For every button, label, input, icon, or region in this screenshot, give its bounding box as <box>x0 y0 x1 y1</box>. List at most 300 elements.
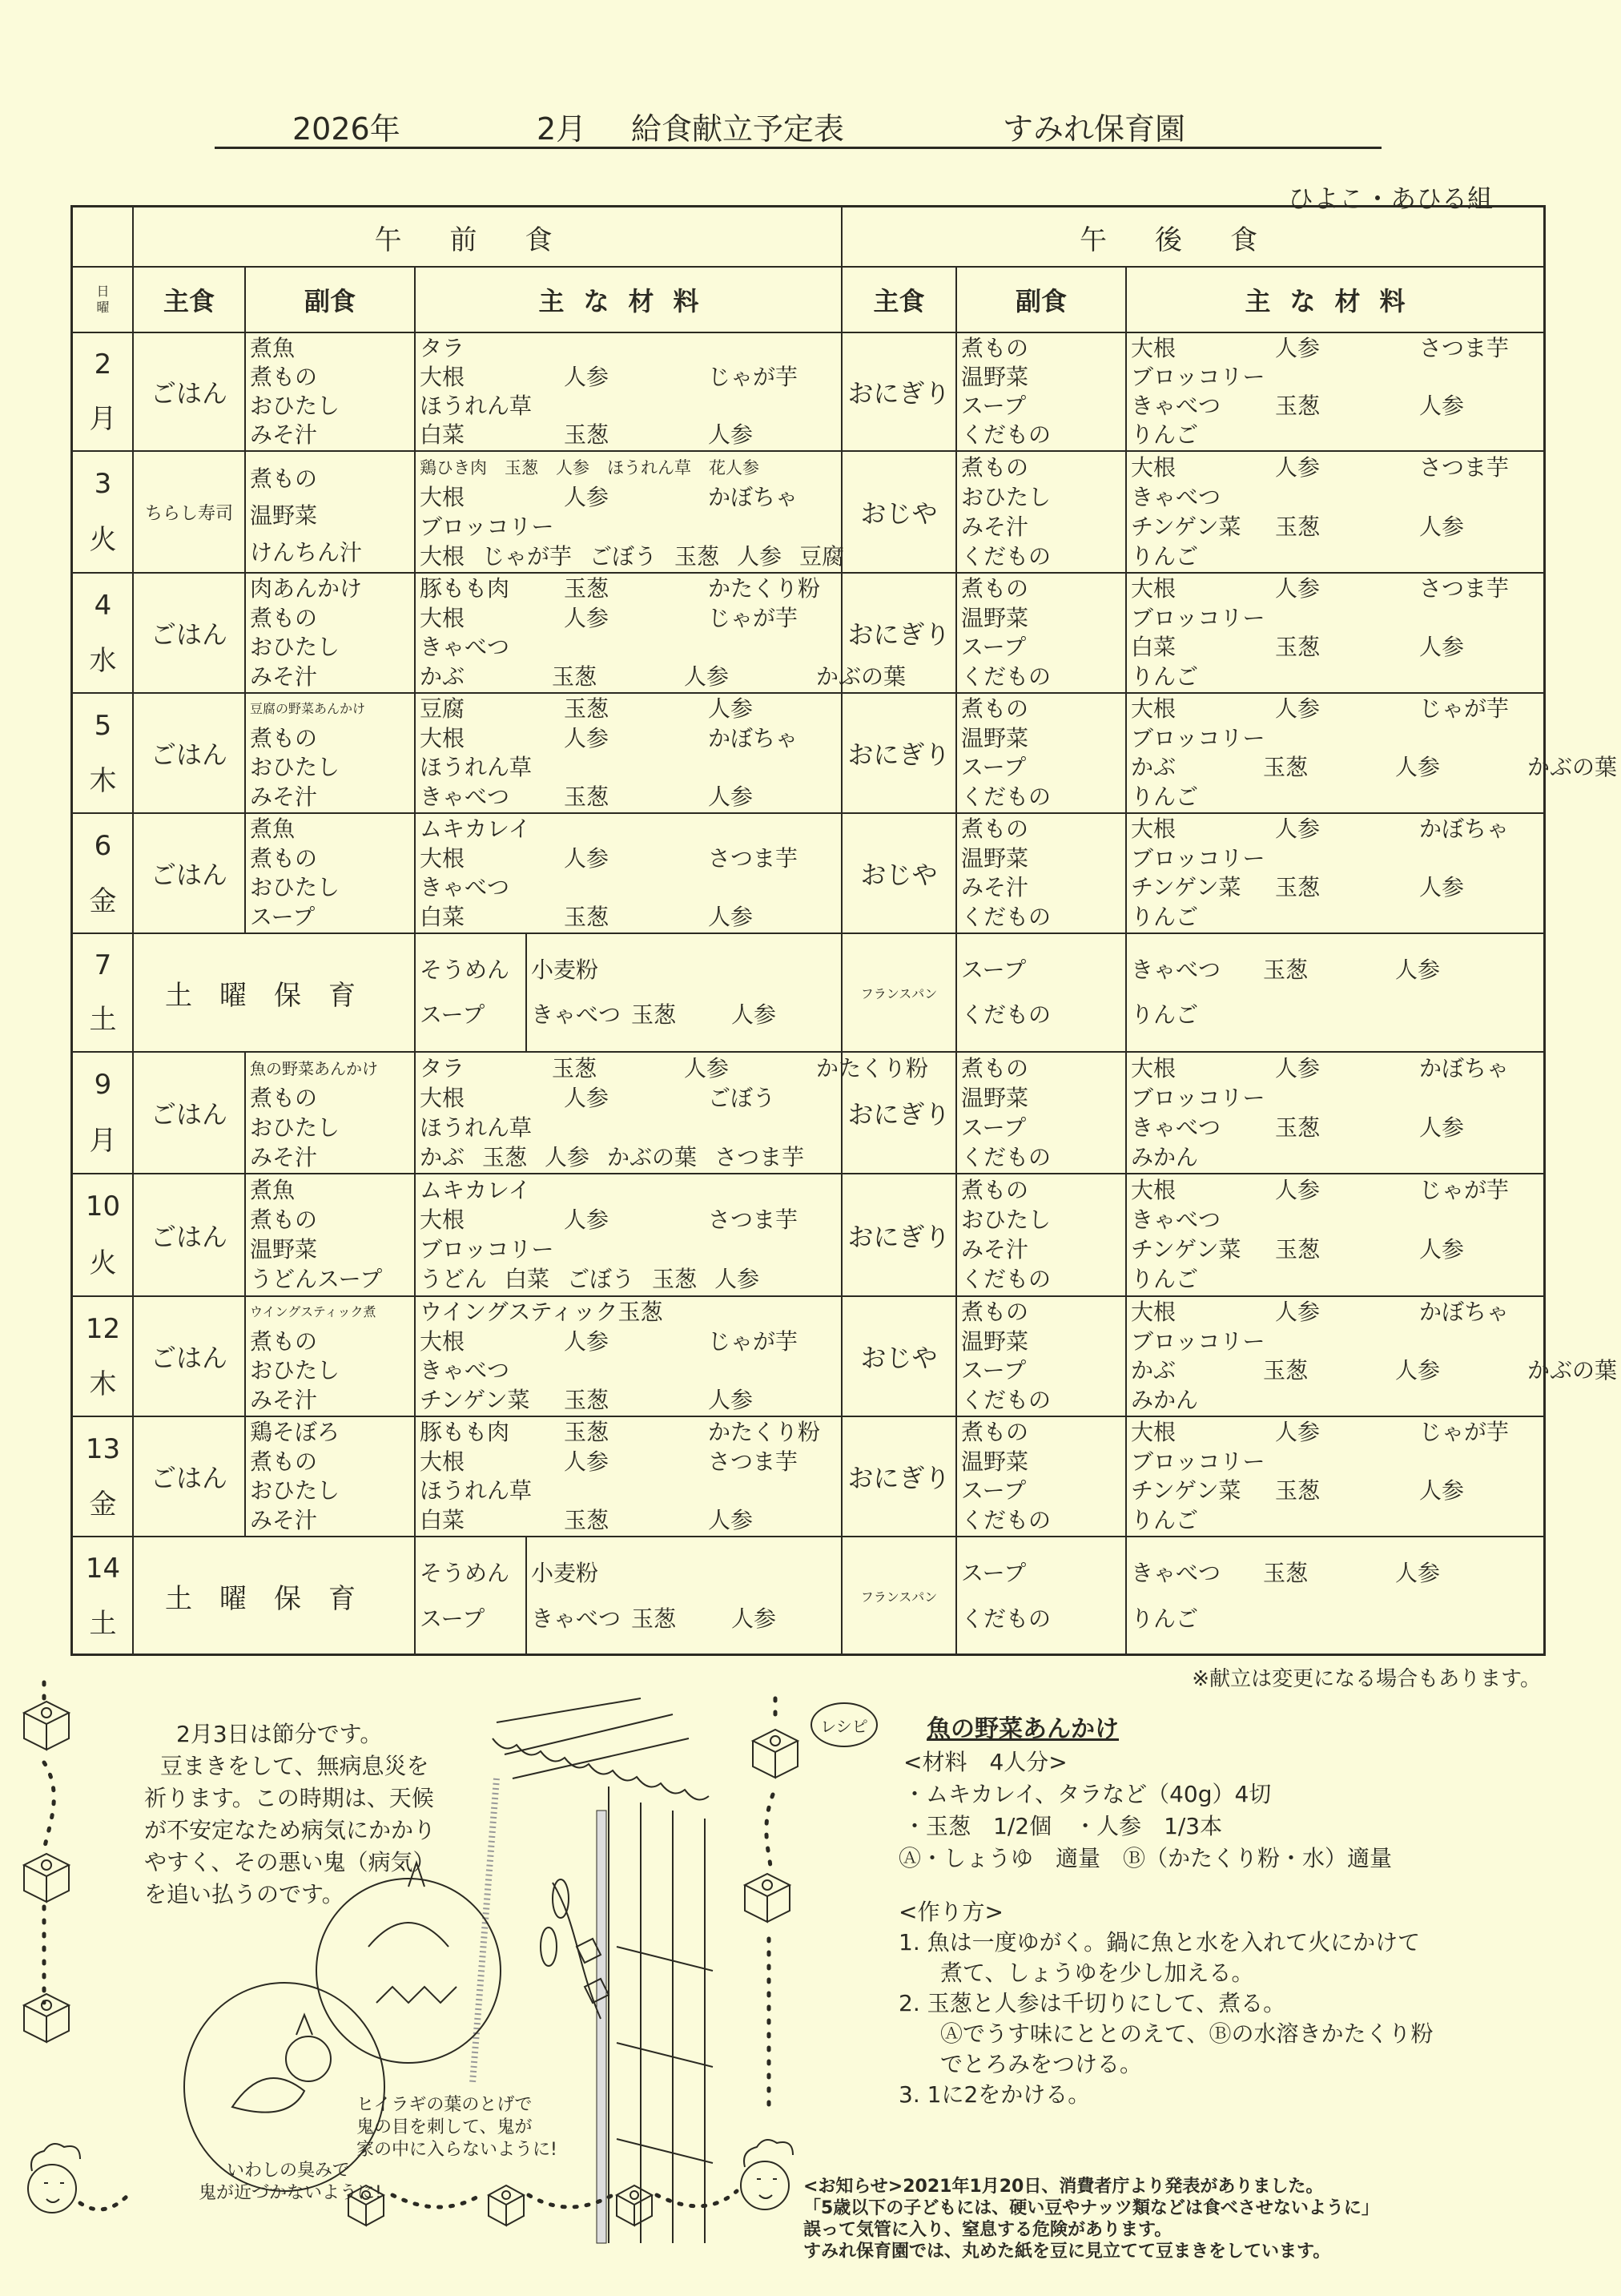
materials-line <box>1131 956 1539 985</box>
materials-line <box>1131 1054 1539 1083</box>
caption-line: 鬼の目を刺して、鬼が <box>356 2117 533 2137</box>
oni-face-icon <box>741 2140 793 2209</box>
weekday-label: 金 <box>89 884 117 917</box>
ingredient: かぼちゃ <box>1419 1054 1510 1082</box>
am-sides-item: みそ汁 <box>250 663 318 690</box>
ingredient-line: ・玉葱 1/2個 ・人参 1/3本 <box>903 1813 1223 1839</box>
am-sides-item: 煮もの <box>250 724 318 751</box>
am-sides <box>245 332 415 451</box>
materials-line <box>1131 753 1618 782</box>
am-sides-item: 魚の野菜あんかけ <box>250 1058 378 1078</box>
ingredient: ブロッコリー <box>1131 724 1265 751</box>
date-number: 7 <box>94 949 112 981</box>
ingredient: 人参 <box>1395 1560 1441 1587</box>
ingredient: 人参 <box>564 604 609 631</box>
setsubun-line: 2月3日は節分です。 <box>176 1721 383 1747</box>
materials-line <box>1131 513 1539 542</box>
ingredient: きゃべつ <box>420 1357 510 1384</box>
pm-meal-header: 午後食 <box>1080 224 1305 256</box>
ingredient: 人参 <box>708 421 754 448</box>
date-number: 13 <box>85 1432 121 1465</box>
ingredient: かたくり粉 <box>708 1419 821 1446</box>
ingredient: ほうれん草 <box>607 457 691 477</box>
am-sides-item: 煮もの <box>250 604 318 631</box>
ingredient: 玉葱 <box>564 783 609 810</box>
materials-line <box>420 1235 837 1264</box>
step-text-cont: 煮て、しょうゆを少し加える。 <box>940 1960 1254 1986</box>
materials-line <box>420 783 837 812</box>
materials-line <box>1131 334 1539 363</box>
date-header-label: 日 <box>96 284 110 299</box>
pm-sides <box>956 813 1126 933</box>
materials-line <box>420 1327 837 1356</box>
pm-sides-item: スープ <box>961 754 1027 781</box>
recipe-step <box>899 1927 1433 1958</box>
ingredient: 大根 <box>1131 575 1177 602</box>
materials-line <box>1131 815 1539 844</box>
weekday-header-label: 曜 <box>96 300 110 315</box>
am-staple: ごはん <box>150 1099 227 1130</box>
pm-sides-item: 煮もの <box>961 1419 1029 1446</box>
ingredient: 人参 <box>564 724 609 751</box>
pm-materials <box>1126 451 1543 573</box>
date-cell <box>73 693 133 813</box>
materials-line <box>420 1176 837 1205</box>
ingredient: ブロッコリー <box>1131 1327 1265 1355</box>
pm-sides <box>956 573 1126 693</box>
am-side-item: スープ <box>420 1605 485 1632</box>
date-cell <box>73 1537 133 1656</box>
pm-sides <box>956 1174 1126 1296</box>
class-group-label: ひよこ・あひる組 <box>1287 183 1493 214</box>
pm-materials <box>1126 573 1543 693</box>
step-text: 1に2をかける。 <box>927 2081 1091 2108</box>
materials-line <box>1131 903 1539 932</box>
materials-line <box>420 1265 837 1294</box>
am-sides-item: みそ汁 <box>250 1506 318 1533</box>
ingredient: 玉葱 <box>552 663 597 690</box>
am-sides <box>245 1174 415 1296</box>
pm-sides-item: スープ <box>961 393 1027 419</box>
recipe-title: 魚の野菜あんかけ <box>927 1715 1119 1743</box>
step-text: 玉葱と人参は千切りにして、煮る。 <box>927 1990 1286 2016</box>
pm-materials <box>1126 1537 1543 1656</box>
am-sides <box>415 1537 526 1656</box>
am-staple: ごはん <box>150 1343 227 1373</box>
pm-sides-item: くだもの <box>961 1266 1052 1293</box>
ingredient: ほうれん草 <box>420 1477 533 1504</box>
materials-line <box>1131 783 1539 812</box>
pm-sides <box>956 1052 1126 1174</box>
materials-line <box>1131 1605 1539 1633</box>
ingredient: 玉葱 <box>617 1299 663 1326</box>
am-sides-item: みそ汁 <box>250 783 318 810</box>
am-sides-item: おひたし <box>250 754 340 781</box>
am-materials <box>415 451 845 573</box>
weekday-label: 月 <box>89 403 117 435</box>
ingredient: タラ <box>420 1054 465 1082</box>
pm-staple: おにぎり <box>847 378 951 409</box>
ingredient: じゃが芋 <box>482 542 573 570</box>
ingredient: きゃべつ <box>1131 1206 1221 1233</box>
ingredient: ブロッコリー <box>420 1236 554 1263</box>
pm-sides-item: みそ汁 <box>961 1236 1029 1263</box>
ingredient: 人参 <box>731 1605 777 1632</box>
pm-sides-item: 煮もの <box>961 335 1029 361</box>
am-staple: ちらし寿司 <box>144 503 233 524</box>
pm-staple: おじや <box>860 1343 938 1373</box>
ingredient: 玉葱 <box>564 1506 609 1533</box>
am-sides-item: 煮魚 <box>250 816 296 843</box>
materials-line <box>420 903 837 932</box>
ingredient: 玉葱 <box>564 1419 609 1446</box>
materials-line <box>420 1298 837 1327</box>
ingredient: タラ <box>420 335 465 361</box>
ingredient: 人参 <box>1275 1419 1321 1446</box>
ingredient: チンゲン菜 <box>1131 513 1241 540</box>
ingredient: じゃが芋 <box>1419 695 1510 723</box>
am-sides-item: うどんスープ <box>250 1266 383 1293</box>
pm-sides-item: 温野菜 <box>961 1084 1029 1111</box>
pm-side-item: スープ <box>961 1560 1027 1587</box>
ingredient: 人参 <box>684 663 730 690</box>
title-underline <box>215 147 1382 149</box>
weekday-label: 土 <box>89 1004 117 1036</box>
ingredient: 豆腐 <box>420 695 465 723</box>
weekday-label: 火 <box>89 524 117 556</box>
ingredient: 人参 <box>1419 874 1465 901</box>
ingredient: ブロッコリー <box>1131 604 1265 631</box>
ingredient: さつま芋 <box>714 1143 805 1170</box>
ingredient: 玉葱 <box>1263 1560 1309 1587</box>
ingredient: きゃべつ <box>1131 957 1221 983</box>
pm-sides-item: くだもの <box>961 1143 1052 1170</box>
am-materials <box>526 933 842 1052</box>
materials-line <box>420 815 837 844</box>
date-weekday-header <box>73 267 133 332</box>
am-sides-item: おひたし <box>250 1477 340 1504</box>
ingredient: うどん <box>420 1266 488 1293</box>
ingredient: 大根 <box>420 844 465 872</box>
am-materials <box>415 332 842 451</box>
am-sides-item: 煮魚 <box>250 335 296 361</box>
ingredient: りんご <box>1131 783 1199 810</box>
am-sides-item: 肉あんかけ <box>250 575 363 602</box>
materials-line <box>1131 1327 1539 1356</box>
pm-sides-item: 煮もの <box>961 453 1029 481</box>
ingredient: 大根 <box>420 364 465 390</box>
roof-lines <box>497 1698 689 1778</box>
am-sides-item: 煮もの <box>250 465 318 492</box>
ingredient: さつま芋 <box>708 1206 798 1233</box>
caption-line: 家の中に入らないように! <box>356 2140 557 2160</box>
ingredient: チンゲン菜 <box>420 1386 530 1413</box>
materials-line <box>1131 1559 1539 1588</box>
am-sides <box>245 813 415 933</box>
pm-staple: おじや <box>860 498 938 529</box>
pm-sides <box>956 1537 1126 1656</box>
ingredient: 大根 <box>420 724 465 751</box>
ingredient: かぶ <box>1131 1357 1177 1384</box>
materials-line <box>531 1605 837 1633</box>
am-materials <box>415 813 842 933</box>
step-number: 3. <box>899 2081 920 2108</box>
ingredient-line: ・ムキカレイ、タラなど（40g）4切 <box>903 1781 1272 1807</box>
materials-line <box>1131 363 1539 392</box>
weekday-label: 月 <box>89 1125 117 1157</box>
ingredient: きゃべつ <box>1131 483 1221 510</box>
pm-materials <box>1126 933 1543 1052</box>
ingredient: 人参 <box>684 1054 730 1082</box>
ingredient: みかん <box>1131 1386 1199 1413</box>
materials-line <box>1131 1001 1539 1029</box>
ingredient: 玉葱 <box>1275 393 1321 419</box>
ingredient: きゃべつ <box>420 783 510 810</box>
ingredient: 人参 <box>564 1327 609 1355</box>
ingredient: 人参 <box>564 844 609 872</box>
pm-sides-item: くだもの <box>961 1386 1052 1413</box>
ingredient: りんご <box>1131 1506 1199 1533</box>
ingredient: 大根 <box>420 483 465 510</box>
materials-line <box>420 844 837 873</box>
pm-staple: おじや <box>860 860 938 890</box>
materials-line <box>420 633 837 662</box>
am-sides-item: 温野菜 <box>250 502 318 529</box>
am-staple: ごはん <box>150 378 227 409</box>
am-sides-item: みそ汁 <box>250 1386 318 1413</box>
pm-sides-item: 煮もの <box>961 575 1029 602</box>
pm-sides-item: くだもの <box>961 542 1052 570</box>
ingredient: 人参 <box>1275 1299 1321 1326</box>
step-text-cont: Ⓐでうす味にととのえて、Ⓑの水溶きかたくり粉 <box>940 2020 1434 2047</box>
materials-line <box>420 1356 837 1385</box>
change-notice: ※献立は変更になる場合もあります。 <box>1192 1667 1541 1691</box>
ingredient: 大根 <box>420 604 465 631</box>
ingredient: 大根 <box>1131 335 1177 361</box>
ingredient: りんご <box>1131 1001 1199 1028</box>
recipe-step <box>899 1988 1433 2019</box>
ingredient: 人参 <box>708 783 754 810</box>
pm-sides-item: みそ汁 <box>961 874 1029 901</box>
ingredient: 玉葱 <box>505 457 538 477</box>
ingredient: きゃべつ <box>420 874 510 901</box>
ingredient: 玉葱 <box>631 1001 677 1028</box>
materials-line <box>1131 1084 1539 1113</box>
ingredient: 鶏ひき肉 <box>420 457 487 477</box>
pm-sides <box>956 933 1126 1052</box>
ingredient: きゃべつ <box>1131 1114 1221 1141</box>
title-nursery: すみれ保育園 <box>1003 111 1186 147</box>
ingredient: ムキカレイ <box>420 816 531 843</box>
materials-line <box>420 1084 837 1113</box>
notice-line: 誤って気管に入り、窒息する危険があります。 <box>803 2220 1173 2240</box>
ingredient: ブロッコリー <box>1131 844 1265 872</box>
date-number: 9 <box>94 1069 112 1101</box>
materials-line <box>420 392 837 421</box>
masu-box-icon <box>617 2185 652 2226</box>
materials-line <box>1131 695 1539 723</box>
am-materials-header: 主な材料 <box>538 286 718 316</box>
pm-sides <box>956 451 1126 573</box>
ingredient: 人参 <box>564 1206 609 1233</box>
materials-line <box>420 1114 837 1142</box>
materials-line <box>1131 844 1539 873</box>
ingredient: かたくり粉 <box>708 575 821 602</box>
pm-sides-item: 煮もの <box>961 1054 1029 1082</box>
am-sides <box>415 933 526 1052</box>
step-text-cont: でとろみをつける。 <box>940 2051 1143 2077</box>
ingredient: りんご <box>1131 1266 1199 1293</box>
am-sides-item: 煮もの <box>250 1448 318 1475</box>
ingredient: ほうれん草 <box>420 393 533 419</box>
am-sides <box>245 451 415 573</box>
am-side-header: 副食 <box>304 286 356 316</box>
materials-line <box>1131 1265 1539 1294</box>
ingredient: 玉葱 <box>1263 957 1309 983</box>
pm-sides-item: スープ <box>961 1357 1027 1384</box>
ingredient: 人参 <box>708 903 754 930</box>
pm-sides-item: スープ <box>961 1477 1027 1504</box>
ingredient: さつま芋 <box>708 1448 798 1475</box>
materials-line <box>1131 633 1539 662</box>
materials-line <box>420 604 837 633</box>
ingredient: 人参 <box>1275 695 1321 723</box>
materials-line <box>420 1506 837 1535</box>
materials-line <box>420 1143 837 1172</box>
am-staple: ごはん <box>150 619 227 650</box>
ingredient: 人参 <box>731 1001 777 1028</box>
materials-line <box>1131 1506 1539 1535</box>
pm-side-item: くだもの <box>961 1001 1052 1028</box>
ingredient: 人参 <box>1275 1054 1321 1082</box>
ingredient: 玉葱 <box>674 542 720 570</box>
ingredient: チンゲン菜 <box>1131 1477 1241 1504</box>
ingredient: 人参 <box>708 1386 754 1413</box>
ingredient: かぶの葉 <box>1527 754 1618 781</box>
pm-sides-item: 煮もの <box>961 816 1029 843</box>
materials-line <box>531 1559 837 1588</box>
materials-line <box>531 956 837 985</box>
ingredient: 玉葱 <box>564 575 609 602</box>
ingredient: かぼちゃ <box>1419 816 1510 843</box>
materials-line <box>1131 1143 1539 1172</box>
masu-box-icon <box>24 1702 69 1750</box>
ingredient: 人参 <box>1419 513 1465 540</box>
ingredient: 小麦粉 <box>531 1560 599 1587</box>
materials-line <box>1131 453 1539 482</box>
ingredient: 玉葱 <box>1275 1114 1321 1141</box>
am-staple: ごはん <box>150 739 227 770</box>
ingredient: きゃべつ <box>531 1001 621 1028</box>
materials-line <box>1131 574 1539 603</box>
ingredient: 大根 <box>420 1084 465 1111</box>
ingredient: 大根 <box>1131 1419 1177 1446</box>
date-number: 14 <box>85 1553 121 1585</box>
am-sides <box>245 573 415 693</box>
materials-line <box>420 574 837 603</box>
am-sides-item: けんちん汁 <box>250 539 363 566</box>
date-number: 10 <box>85 1190 121 1223</box>
ingredient: 玉葱 <box>1275 634 1321 661</box>
recipe-badge <box>810 1702 878 1747</box>
title-year: 2026年 <box>292 111 400 147</box>
date-cell <box>73 1052 133 1174</box>
ingredient: さつま芋 <box>1419 335 1510 361</box>
materials-line <box>531 1001 837 1029</box>
ingredient: かぼちゃ <box>708 483 798 510</box>
am-materials <box>415 1296 842 1416</box>
ingredient: かぼちゃ <box>708 724 798 751</box>
ingredient: じゃが芋 <box>1419 1419 1510 1446</box>
pm-sides-item: スープ <box>961 1114 1027 1141</box>
ingredient: 人参 <box>714 1266 760 1293</box>
pm-staple: フランスパン <box>860 985 938 1001</box>
pm-staple: おにぎり <box>847 1099 951 1130</box>
materials-line <box>1131 1476 1539 1505</box>
ingredient: 人参 <box>708 695 754 723</box>
caption-line: 鬼が近づかないように! <box>199 2183 382 2203</box>
pm-sides-item: くだもの <box>961 903 1052 930</box>
ingredient: 人参 <box>1419 1477 1465 1504</box>
materials-line <box>420 334 837 363</box>
date-number: 5 <box>94 709 112 742</box>
ingredient: じゃが芋 <box>708 604 798 631</box>
ingredient: かぶ <box>420 663 465 690</box>
saturday-care-label: 土曜保育 <box>165 979 383 1012</box>
ingredient: ほうれん草 <box>420 1114 533 1141</box>
ingredient: ごぼう <box>567 1266 635 1293</box>
am-materials <box>415 1416 842 1537</box>
materials-line <box>420 542 845 571</box>
ingredient: りんご <box>1131 903 1199 930</box>
ingredient: 豆腐 <box>799 542 845 570</box>
am-sides-item: おひたし <box>250 393 340 419</box>
ingredient: 大根 <box>420 1327 465 1355</box>
am-sides-item: スープ <box>250 903 316 930</box>
caption-line: ヒイラギの葉のとげで <box>356 2095 533 2115</box>
materials-line <box>420 1418 837 1447</box>
ingredient: じゃが芋 <box>708 1327 798 1355</box>
ingredient: 玉葱 <box>482 1143 528 1170</box>
pm-materials <box>1126 1052 1543 1174</box>
materials-line <box>1131 604 1539 633</box>
pm-materials <box>1126 332 1543 451</box>
am-sides-item: 煮魚 <box>250 1176 296 1203</box>
weekday-label: 金 <box>89 1488 117 1521</box>
ingredient: ブロッコリー <box>1131 1084 1265 1111</box>
weekday-label: 土 <box>89 1607 117 1640</box>
ingredient: ムキカレイ <box>420 1176 531 1203</box>
ingredient: ごぼう <box>708 1084 776 1111</box>
pm-sides-item: くだもの <box>961 1506 1052 1533</box>
ingredient: 人参 <box>1395 1357 1441 1384</box>
date-cell <box>73 933 133 1052</box>
pm-staple: おにぎり <box>847 1221 951 1252</box>
am-sides-item: 煮もの <box>250 844 318 872</box>
ingredient: 人参 <box>708 1506 754 1533</box>
am-staple: ごはん <box>150 860 227 890</box>
ingredient: 人参 <box>1275 335 1321 361</box>
ingredient: チンゲン菜 <box>1131 1236 1241 1263</box>
ingredient: 玉葱 <box>631 1605 677 1632</box>
materials-line <box>420 753 837 782</box>
ingredient: きゃべつ <box>531 1605 621 1632</box>
materials-line <box>1131 1176 1539 1205</box>
ingredient: 人参 <box>545 1143 590 1170</box>
pm-sides <box>956 1296 1126 1416</box>
am-side-item: そうめん <box>420 1560 510 1587</box>
am-sides-item: おひたし <box>250 1114 340 1141</box>
